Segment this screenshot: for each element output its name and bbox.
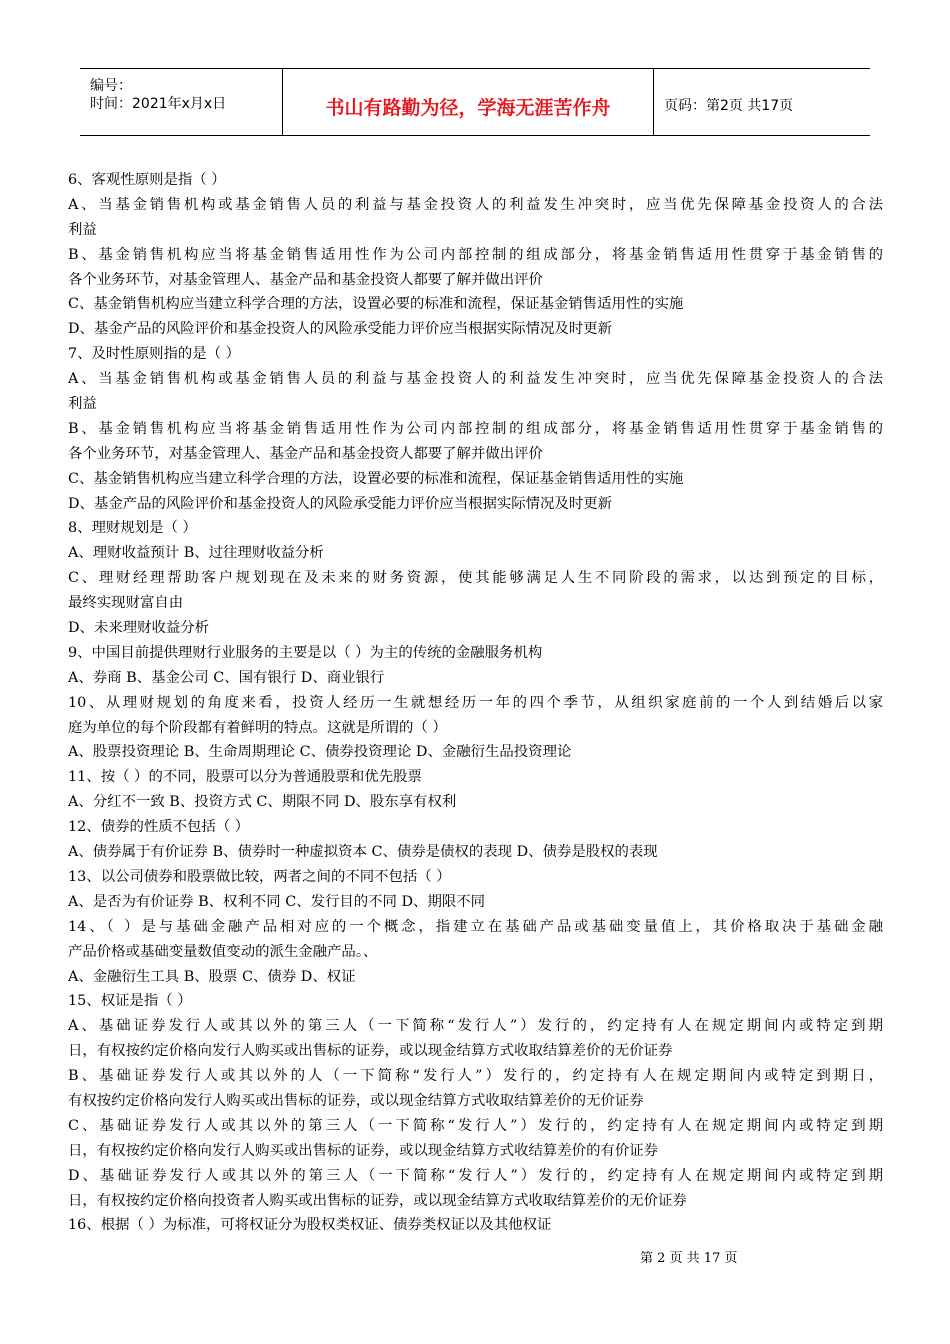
text-line: 13、以公司债券和股票做比较，两者之间的不同不包括（ ） xyxy=(68,868,451,885)
document-body xyxy=(68,168,883,1238)
text-line: C、基金销售机构应当建立科学合理的方法，设置必要的标准和流程，保证基金销售适用性的实施 xyxy=(68,296,684,313)
text-line: 11、按（ ）的不同，股票可以分为普通股票和优先股票 xyxy=(68,769,422,786)
text-line: 8、理财规划是（ ） xyxy=(68,520,197,537)
text-line: 日，有权按约定价格向发行人购买或出售标的证券，或以现金结算方式收取结算差价的无价证券 xyxy=(68,1043,673,1060)
text-line: 利益 xyxy=(68,221,97,238)
text-line: A、股票投资理论 B、生命周期理论 C、债券投资理论 D、金融衍生品投资理论 xyxy=(68,744,572,761)
text-line: A、基础证券发行人或其以外的第三人（一下简称“发行人”）发行的，约定持有人在规定期间内或特定到期 xyxy=(68,1018,883,1035)
text-line: 7、及时性原则指的是（ ） xyxy=(68,346,241,363)
text-line: D、基金产品的风险评价和基金投资人的风险承受能力评价应当根据实际情况及时更新 xyxy=(68,321,612,338)
header-motto-cell xyxy=(283,69,654,135)
text-line: A、金融衍生工具 B、股票 C、债券 D、权证 xyxy=(68,968,356,985)
text-line: 各个业务环节，对基金管理人、基金产品和基金投资人都要了解并做出评价 xyxy=(68,271,543,288)
text-line: 日，有权按约定价格向投资者人购买或出售标的证券，或以现金结算方式收取结算差价的无价证券 xyxy=(68,1192,687,1209)
text-line: 9、中国目前提供理财行业服务的主要是以（ ）为主的传统的金融服务机构 xyxy=(68,644,543,661)
text-line: 最终实现财富自由 xyxy=(68,595,184,612)
text-line: B、基金销售机构应当将基金销售适用性作为公司内部控制的组成部分，将基金销售适用性贯穿于基金销售的 xyxy=(68,420,883,437)
text-line: C、基础证券发行人或其以外的第三人（一下简称“发行人”）发行的，约定持有人在规定期间内或特定到期 xyxy=(68,1117,883,1134)
text-line: 利益 xyxy=(68,396,97,413)
text-line: 15、权证是指（ ） xyxy=(68,993,192,1010)
header-meta-cell xyxy=(80,69,283,135)
header-page-cell xyxy=(654,69,870,135)
text-line: A、当基金销售机构或基金销售人员的利益与基金投资人的利益发生冲突时，应当优先保障基金投资人的合法 xyxy=(68,196,883,213)
text-line: 6、客观性原则是指（ ） xyxy=(68,172,226,188)
text-line: 产品价格或基础变量数值变动的派生金融产品。、 xyxy=(68,943,378,960)
text-line: D、基金产品的风险评价和基金投资人的风险承受能力评价应当根据实际情况及时更新 xyxy=(68,495,612,512)
text-line: A、当基金销售机构或基金销售人员的利益与基金投资人的利益发生冲突时，应当优先保障基金投资人的合法 xyxy=(68,371,883,388)
text-line: 16、根据（ ）为标准，可将权证分为股权类权证、债券类权证以及其他权证 xyxy=(68,1217,552,1234)
text-line: D、基础证券发行人或其以外的第三人（一下简称“发行人”）发行的，约定持有人在规定期间内或特定到期 xyxy=(68,1167,883,1184)
document-date-label: 时间：2021年x月x日 xyxy=(90,96,227,112)
text-line: A、券商 B、基金公司 C、国有银行 D、商业银行 xyxy=(68,669,385,686)
text-line: B、基础证券发行人或其以外的人（一下简称“发行人”）发行的，约定持有人在规定期间内或特定到期日， xyxy=(68,1068,883,1085)
text-line: 日，有权按约定价格向发行人购买或出售标的证券，或以现金结算方式收结算差价的有价证券 xyxy=(68,1142,659,1159)
text-line: 庭为单位的每个阶段都有着鲜明的特点。这就是所谓的（ ） xyxy=(68,719,447,736)
text-line: B、基金销售机构应当将基金销售适用性作为公司内部控制的组成部分，将基金销售适用性贯穿于基金销售的 xyxy=(68,246,883,263)
text-line: 12、债券的性质不包括（ ） xyxy=(68,819,250,836)
header-page-info: 页码：第2页 共17页 xyxy=(664,98,794,114)
text-line: A、理财收益预计 B、过往理财收益分析 xyxy=(68,545,324,562)
text-line: A、债券属于有价证券 B、债券时一种虚拟资本 C、债券是债权的表现 D、债券是股权的表现 xyxy=(68,844,658,861)
text-line: C、基金销售机构应当建立科学合理的方法，设置必要的标准和流程，保证基金销售适用性的实施 xyxy=(68,470,684,487)
text-line: 有权按约定价格向发行人购买或出售标的证券，或以现金结算方式收取结算差价的无价证券 xyxy=(68,1092,644,1109)
text-line: 10、从理财规划的角度来看，投资人经历一生就想经历一年的四个季节，从组织家庭前的一个人到结婚后以家 xyxy=(68,694,883,711)
document-number-label: 编号： xyxy=(90,78,132,94)
text-line: A、是否为有价证券 B、权利不同 C、发行目的不同 D、期限不同 xyxy=(68,893,486,910)
header-motto: 书山有路勤为径，学海无涯苦作舟 xyxy=(325,97,611,119)
text-line: A、分红不一致 B、投资方式 C、期限不同 D、股东享有权利 xyxy=(68,794,457,811)
text-line: 各个业务环节，对基金管理人、基金产品和基金投资人都要了解并做出评价 xyxy=(68,445,543,462)
page-header xyxy=(80,68,870,136)
text-line: C、理财经理帮助客户规划现在及未来的财务资源，使其能够满足人生不同阶段的需求，以达到预定的目标， xyxy=(68,570,883,587)
text-line: 14、（ ）是与基础金融产品相对应的一个概念，指建立在基础产品或基础变量值上，其价格取决于基础金融 xyxy=(68,918,883,935)
text-line: D、未来理财收益分析 xyxy=(68,620,210,637)
page-footer: 第 2 页 共 17 页 xyxy=(640,1251,738,1266)
